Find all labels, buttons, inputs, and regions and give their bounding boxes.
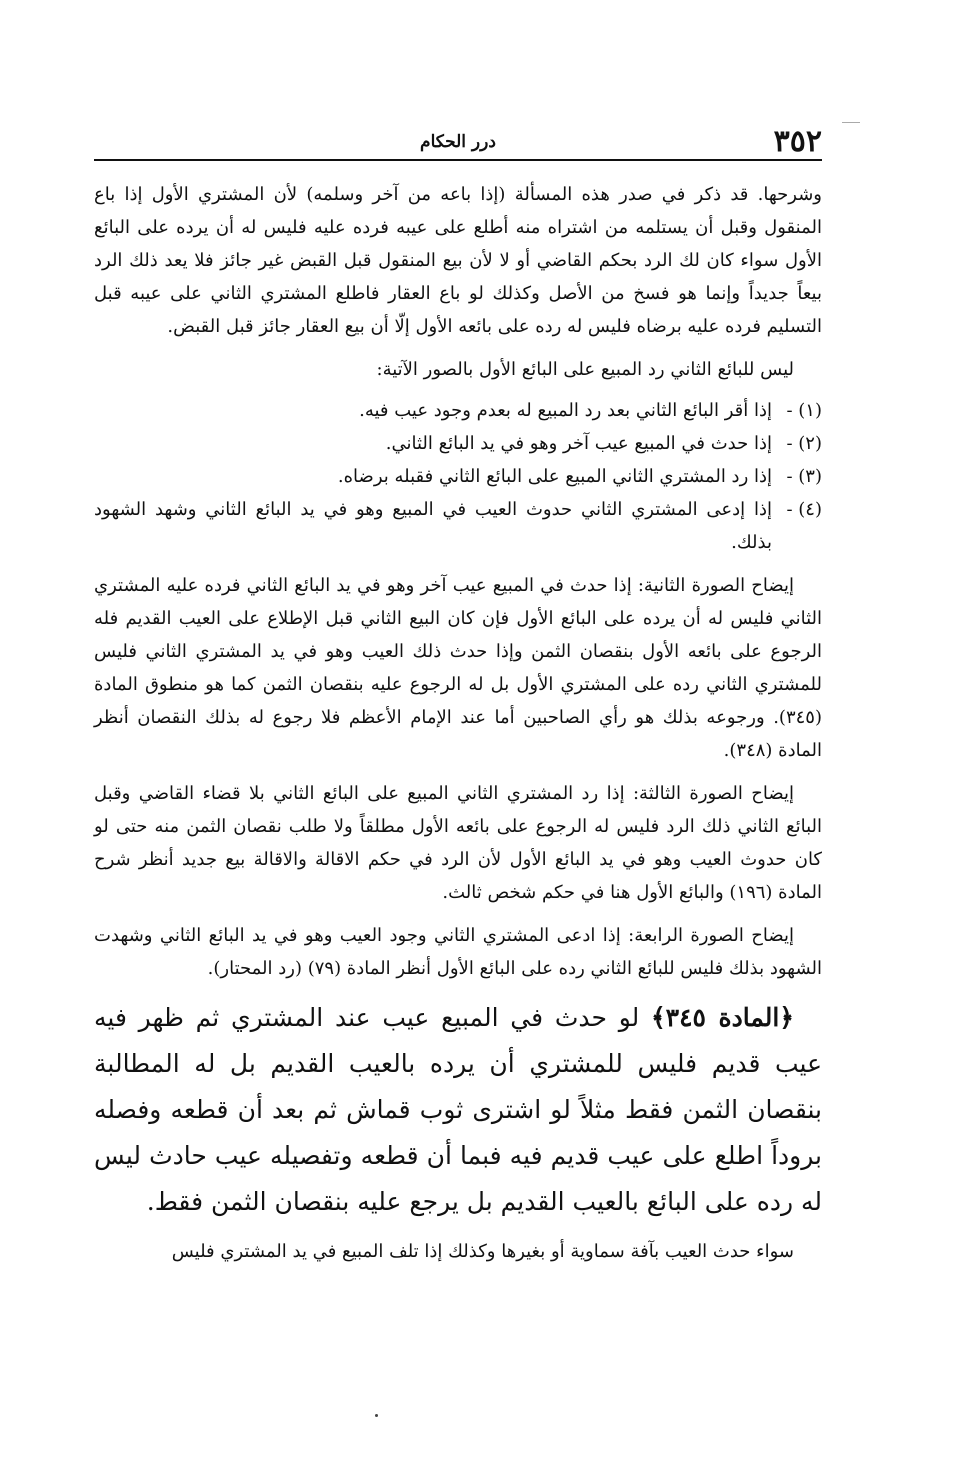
list-number: (٤) - [786, 499, 822, 520]
list-text: إذا إدعى المشتري الثاني حدوث العيب في المبيع وهو في يد البائع الثاني وشهد الشهود بذلك. [94, 499, 772, 553]
list-text: إذا رد المشتري الثاني المبيع على البائع الثاني فقبله برضاه. [337, 466, 772, 487]
article-345 [94, 995, 822, 1225]
scan-speck [375, 1414, 378, 1417]
list-text: إذا أقر البائع الثاني بعد رد المبيع له بعدم وجود عيب فيه. [359, 400, 772, 421]
article-heading: ﴿المادة ٣٤٥﴾ [651, 1003, 795, 1032]
list-item [94, 427, 822, 460]
list-number: (٣) - [786, 466, 822, 487]
article-text: لو حدث في المبيع عيب عند المشتري ثم ظهر فيه عيب قديم فليس للمشتري أن يرده بالعيب القديم بل له المطالبة بنقصان الثمن فقط مثلاً لو اشترى ثوب قماش ثم بعد أن قطعه وفصله بروداً اطلع على عيب قديم فيه فبما أن قطعه وتفصيله عيب حادث ليس له رده على البائع بالعيب القديم بل يرجع عليه بنقصان الثمن فقط. [94, 1003, 822, 1216]
header-rule [94, 159, 822, 161]
list-number: (٢) - [786, 433, 822, 454]
list-item [94, 460, 822, 493]
page-header [94, 118, 822, 158]
page-body [94, 178, 822, 1268]
conditions-list [94, 394, 822, 559]
list-text: إذا حدث في المبيع عيب آخر وهو في يد البائع الثاني. [385, 433, 772, 454]
paragraph-fourth-case: إيضاح الصورة الرابعة: إذا ادعى المشتري الثاني وجود العيب وهو في يد البائع الثاني وشهدت الشهود بذلك فليس للبائع الثاني رده على البائع الأول أنظر المادة (٧٩) (رد المحتار). [94, 925, 822, 979]
running-title: درر الحكام [420, 132, 496, 152]
list-item [94, 394, 822, 427]
paragraph-list-intro: ليس للبائع الثاني رد المبيع على البائع الأول بالصور الآتية: [376, 359, 794, 380]
paragraph-second-case: إيضاح الصورة الثانية: إذا حدث في المبيع عيب آخر وهو في يد البائع الثاني فرده عليه المشتري الثاني فليس له أن يرده على البائع الأول فإن كان البيع الثاني قبل الإطلاع على العيب القديم فله الرجوع على بائعه الأول بنقصان الثمن وإذا حدث ذلك العيب وهو في يد المشتري الثاني فليس للمشتري الثاني رده على المشتري الأول بل له الرجوع عليه بنقصان الثمن كما هو منطوق المادة (٣٤٥). ورجوعه بذلك هو رأي الصاحبين أما عند الإمام الأعظم فلا رجوع له بذلك النقصان أنظر المادة (٣٤٨). [94, 575, 822, 761]
paragraph-third-case: إيضاح الصورة الثالثة: إذا رد المشتري الثاني المبيع على البائع الثاني بلا قضاء القاضي وقبل البائع الثاني ذلك الرد فليس له الرجوع على بائعه الأول مطلقاً ولا طلب نقصان الثمن منه حتى لو كان حدوث العيب وهو في يد البائع الأول لأن الرد في حكم الاقالة والاقالة بيع جديد أنظر شرح المادة (١٩٦) والبائع الأول هنا في حكم شخص ثالث. [94, 783, 822, 903]
paragraph-continuation: سواء حدث العيب بآفة سماوية أو بغيرها وكذلك إذا تلف المبيع في يد المشتري فليس [171, 1241, 794, 1262]
paragraph-commentary: وشرحها. قد ذكر في صدر هذه المسألة (إذا باعه من آخر وسلمه) لأن المشتري الأول إذا باع المنقول وقبل أن يستلمه من اشتراه منه أطلع على عيبه فرده عليه فليس له أن يرده على البائع الأول سواء كان لك الرد بحكم القاضي أو لا لأن بيع المنقول قبل القبض غير جائز فلا يعد ذلك الرد بيعاً جديداً وإنما هو فسخ من الأصل وكذلك لو باع العقار فاطلع المشتري الثاني على عيبه قبل التسليم فرده عليه برضاه فليس له رده على بائعه الأول إلّا أن بيع العقار جائز قبل القبض. [94, 184, 822, 337]
margin-mark [842, 122, 860, 123]
list-item [94, 493, 822, 559]
list-number: (١) - [786, 400, 822, 421]
page-number: ٣٥٢ [773, 124, 822, 159]
